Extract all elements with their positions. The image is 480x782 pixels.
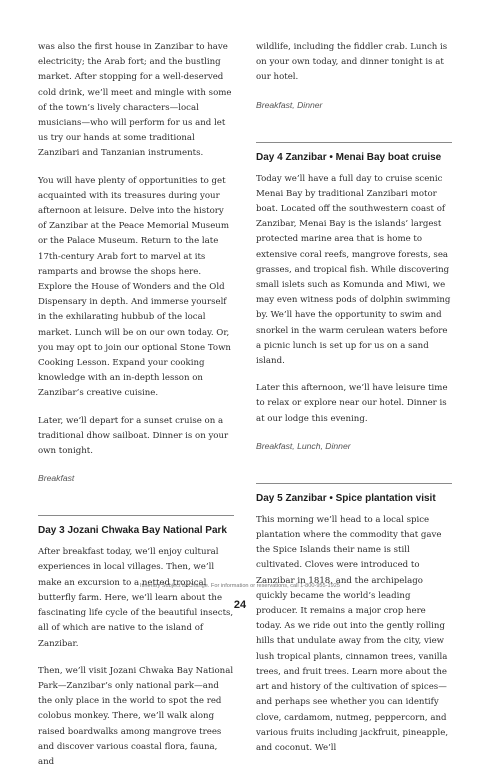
day4-meals: Breakfast, Lunch, Dinner	[256, 440, 351, 451]
day4-paragraph-1: Today we’ll have a full day to cruise scenic Menai Bay by traditional Zanzibari motor boat. Located off the southwestern coast of Zanzibar, Menai Bay is the islands’ largest protected marine area that is home to extensive coral reefs, mangrove forests, sea grasses, and tropical fish. While discovering small islets such as Komunda and Miwi, we may even witness pods of dolphin swimming by. We’ll have the opportunity to swim and snorkel in the warm cerulean waters before a picnic lunch is set up for us on a sand island.	[256, 173, 451, 367]
day5-paragraph-1: This morning we’ll head to a local spice plantation where the commodity that gave the Spice Islands their name is still cultivated. Cloves were introduced to Zanzibar in 1818, and the archipelago quickly became the world’s leading producer. It remains a major crop here today. As we ride out into the gently rolling hills that undulate away from the city, view lush tropical plants, cinnamon trees, vanilla trees, and fruit trees. Learn more about the art and history of the cultivation of spices—and perhaps see whether you can identify clove, cardamom, nutmeg, peppercorn, and various fruits including jackfruit, pineapple, and coconut. We’ll	[256, 514, 449, 753]
day3-paragraph-1: After breakfast today, we’ll enjoy cultural experiences in local villages. Then, we’ll make an excursion to a netted tropical butterfly farm. Here, we’ll learn about the fascinating life cycle of the beautiful insects, all of which are native to the island of Zanzibar.	[38, 547, 234, 649]
day5-heading: Day 5 Zanzibar • Spice plantation visit	[256, 483, 452, 510]
day4-paragraph-2: Later this afternoon, we’ll have leisure time to relax or explore near our hotel. Dinner is at our lodge this evening.	[256, 383, 448, 424]
wildlife-paragraph: wildlife, including the fiddler crab. Lunch is on your own today, and dinner tonight is at our hotel.	[256, 42, 448, 83]
footer-note: Itinerary Subject to Change. For information or reservations, call 1-800-955-1925	[140, 583, 340, 589]
page-number: 24	[233, 599, 247, 611]
day2-meals: Breakfast	[38, 473, 75, 484]
left-column	[38, 40, 234, 782]
intro-paragraph: was also the first house in Zanzibar to have electricity; the Arab fort; and the bustling market. After stopping for a well-deserved cold drink, we’ll meet and mingle with some of the town’s lively characters—local musicians—who will perform for us and let us try our hands at some traditional Zanzibari and Tanzanian instruments.	[38, 42, 232, 159]
sunset-cruise-paragraph: Later, we’ll depart for a sunset cruise on a traditional dhow sailboat. Dinner is on your own tonight.	[38, 415, 229, 457]
day3-meals: Breakfast, Dinner	[256, 99, 323, 110]
right-column	[256, 40, 452, 768]
day4-heading: Day 4 Zanzibar • Menai Bay boat cruise	[256, 142, 452, 169]
day3-heading: Day 3 Jozani Chwaka Bay National Park	[38, 515, 234, 542]
day3-paragraph-2: Then, we’ll visit Jozani Chwaka Bay National Park—Zanzibar’s only national park—and the only place in the world to spot the red colobus monkey. There, we’ll walk along raised boardwalks among mangrove trees and discover various coastal flora, fauna, and	[38, 665, 234, 767]
leisure-paragraph: You will have plenty of opportunities to get acquainted with its treasures during your afternoon at leisure. Delve into the history of Zanzibar at the Peace Memorial Museum or the Palace Museum. Return to the late 17th-century Arab fort to marvel at its ramparts and browse the shops here. Explore the House of Wonders and the Old Dispensary in depth. And immerse yourself in the exhilarating hubbub of the local market. Lunch will be on our own today. Or, you may opt to join our optional Stone Town Cooking Lesson. Expand your cooking knowledge with an in-depth lesson on Zanzibar’s creative cuisine.	[38, 175, 231, 399]
